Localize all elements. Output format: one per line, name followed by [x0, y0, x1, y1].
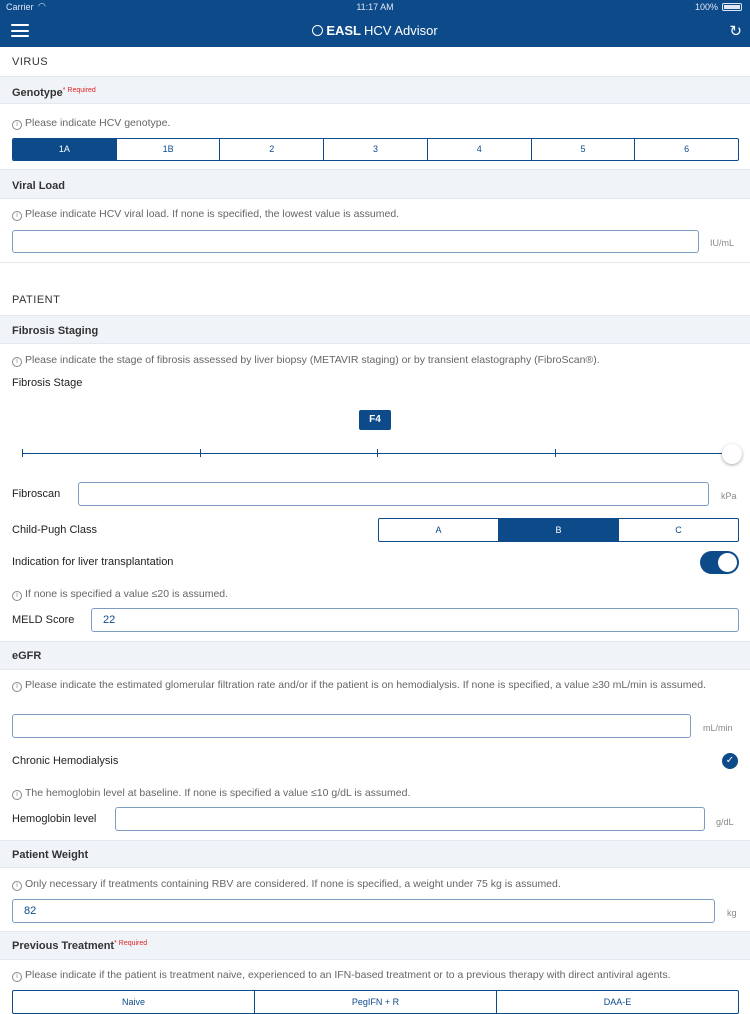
slider-tick: [200, 449, 201, 457]
egfr-input[interactable]: [12, 714, 691, 738]
egfr-label: eGFR: [12, 650, 42, 662]
section-heading-patient: PATIENT: [12, 294, 61, 306]
info-icon: i: [12, 790, 22, 800]
fibrosis-staging-label: Fibrosis Staging: [12, 325, 99, 337]
fibrosis-band: [0, 315, 750, 344]
meld-score-label: MELD Score: [12, 614, 75, 626]
meld-score-input[interactable]: 22: [91, 608, 739, 632]
hemoglobin-label: Hemoglobin level: [12, 813, 97, 825]
status-bar: [0, 0, 750, 14]
fibrosis-stage-value: F4: [359, 410, 391, 430]
child-pugh-segmented-control[interactable]: [378, 518, 739, 542]
genotype-label-text: Genotype: [12, 87, 63, 99]
viral-load-band: [0, 169, 750, 199]
fibrosis-stage-label: Fibrosis Stage: [12, 377, 83, 389]
hemoglobin-unit: g/dL: [716, 817, 734, 827]
genotype-segmented-control[interactable]: [12, 138, 739, 161]
slider-tick: [555, 449, 556, 457]
clock: 11:17 AM: [356, 2, 394, 12]
previous-treatment-option[interactable]: Naive: [121, 997, 145, 1007]
fibroscan-unit: kPa: [721, 491, 737, 501]
genotype-option[interactable]: 1A: [13, 139, 116, 160]
carrier-label: Carrier: [6, 2, 34, 12]
app-title-bold: EASL: [326, 23, 361, 38]
egfr-hint-text: Please indicate the estimated glomerular filtration rate and/or if the patient is on hemodialysis. If none is specified, a value ≥30 mL/min is assumed.: [25, 679, 707, 691]
fibrosis-slider-thumb[interactable]: [722, 444, 742, 464]
viral-load-label: Viral Load: [12, 180, 65, 192]
patient-weight-label: Patient Weight: [12, 849, 89, 861]
child-pugh-option[interactable]: A: [435, 525, 442, 535]
previous-treatment-band: [0, 931, 750, 960]
required-marker: * Required: [114, 940, 148, 947]
weight-band: [0, 840, 750, 868]
hemoglobin-hint: [12, 786, 410, 800]
egfr-unit: mL/min: [703, 723, 733, 733]
genotype-band: [0, 76, 750, 104]
genotype-hint: [12, 116, 170, 130]
info-icon: i: [12, 972, 22, 982]
previous-treatment-hint: [12, 968, 671, 982]
nav-bar: [0, 14, 750, 47]
hemoglobin-hint-text: The hemoglobin level at baseline. If none is specified a value ≤10 g/dL is assumed.: [25, 787, 411, 799]
section-divider: [0, 262, 750, 263]
info-icon: i: [12, 682, 22, 692]
app-title: [0, 23, 750, 38]
info-icon: i: [12, 120, 22, 130]
viral-load-hint-text: Please indicate HCV viral load. If none is specified, the lowest value is assumed.: [25, 208, 400, 220]
patient-weight-input[interactable]: 82: [12, 899, 715, 923]
previous-treatment-option[interactable]: PegIFN + R: [254, 991, 496, 1013]
checkmark-icon: ✓: [725, 755, 735, 766]
toggle-knob: [718, 553, 737, 572]
child-pugh-option[interactable]: C: [618, 519, 738, 541]
viral-load-input[interactable]: [12, 230, 699, 253]
viral-load-hint: [12, 207, 399, 221]
genotype-option[interactable]: 5: [531, 139, 635, 160]
hemodialysis-label: Chronic Hemodialysis: [12, 755, 119, 767]
fibrosis-hint-text: Please indicate the stage of fibrosis assessed by liver biopsy (METAVIR staging) or by transient elastography (FibroScan®).: [25, 354, 600, 366]
fibroscan-label: Fibroscan: [12, 488, 61, 500]
genotype-option[interactable]: 3: [323, 139, 427, 160]
battery-percent: 100%: [694, 2, 718, 12]
transplant-toggle[interactable]: [700, 551, 739, 574]
app-title-rest: HCV Advisor: [363, 23, 438, 38]
viral-load-unit: IU/mL: [710, 238, 735, 248]
previous-treatment-label-text: Previous Treatment: [12, 940, 115, 952]
meld-hint: [12, 587, 228, 601]
previous-treatment-hint-text: Please indicate if the patient is treatment naive, experienced to an IFN-based treatment or to a previous therapy with direct antiviral agents.: [25, 969, 671, 981]
info-icon: i: [12, 591, 22, 601]
refresh-icon[interactable]: ↻: [729, 23, 742, 40]
weight-unit: kg: [727, 908, 737, 918]
previous-treatment-segmented-control[interactable]: [12, 990, 739, 1014]
slider-tick: [22, 449, 23, 457]
transplant-label: Indication for liver transplantation: [12, 556, 174, 568]
info-icon: i: [12, 211, 22, 221]
fibrosis-hint: [12, 353, 600, 367]
egfr-band: [0, 641, 750, 670]
weight-hint: [12, 877, 561, 891]
child-pugh-option[interactable]: B: [498, 519, 618, 541]
previous-treatment-option[interactable]: DAA-E: [496, 991, 738, 1013]
genotype-label: [12, 87, 96, 99]
genotype-option[interactable]: 6: [634, 139, 738, 160]
genotype-option[interactable]: 2: [219, 139, 323, 160]
slider-tick: [377, 449, 378, 457]
genotype-option[interactable]: 4: [427, 139, 531, 160]
child-pugh-label: Child-Pugh Class: [12, 524, 97, 536]
battery-icon: [722, 3, 742, 11]
weight-hint-text: Only necessary if treatments containing RBV are considered. If none is specified, a weight under 75 kg is assumed.: [25, 878, 561, 890]
previous-treatment-label: [12, 940, 147, 952]
genotype-hint-text: Please indicate HCV genotype.: [25, 117, 171, 129]
wifi-icon: ◠: [38, 1, 46, 11]
info-icon: i: [12, 357, 22, 367]
meld-hint-text: If none is specified a value ≤20 is assumed.: [25, 588, 229, 600]
section-heading-virus: VIRUS: [12, 56, 49, 68]
fibroscan-input[interactable]: [78, 482, 709, 506]
genotype-option[interactable]: 1B: [116, 139, 220, 160]
required-marker: * Required: [62, 87, 96, 94]
hemoglobin-input[interactable]: [115, 807, 705, 831]
hemodialysis-checkbox[interactable]: [722, 753, 738, 769]
egfr-hint: [12, 678, 732, 692]
battery-indicator: [695, 2, 742, 12]
info-icon: i: [12, 881, 22, 891]
globe-logo-icon: [312, 25, 323, 36]
